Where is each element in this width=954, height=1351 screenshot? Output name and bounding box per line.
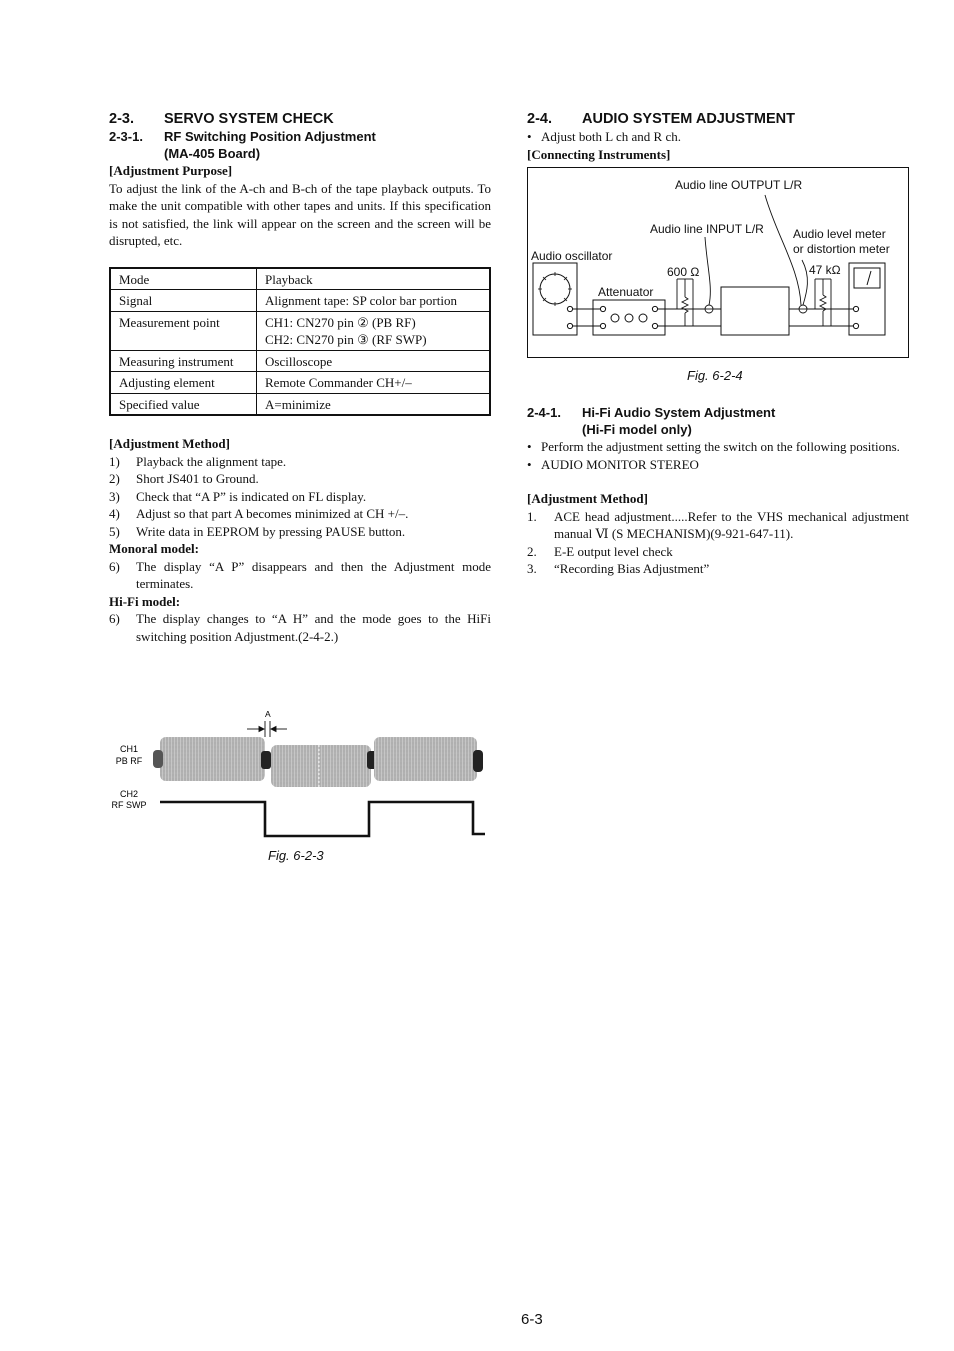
label-600-ohm: 600 Ω [667, 265, 700, 279]
purpose-heading: [Adjustment Purpose] [109, 163, 233, 178]
list-item [527, 128, 909, 146]
method-steps [109, 453, 491, 541]
step-text: The display changes to “A H” and the mode goes to the HiFi switching position Adjustment.(2-4-2.) [136, 611, 491, 644]
step-text: Playback the alignment tape. [136, 453, 287, 469]
label-47k-ohm: 47 kΩ [809, 263, 841, 277]
attenuator-box [593, 300, 665, 335]
figure-caption-6-2-3: Fig. 6-2-3 [268, 848, 324, 863]
spec-value: A=minimize [257, 393, 491, 415]
label-oscillator: Audio oscillator [531, 249, 613, 263]
section-number: 2-4. [527, 111, 552, 127]
spec-value-multi [257, 311, 491, 350]
left-column [109, 110, 491, 645]
label-meter-line2: or distortion meter [793, 242, 890, 256]
step-number: 2) [109, 471, 120, 486]
table-row [110, 268, 490, 290]
section-heading [527, 110, 909, 128]
step-number: 3. [527, 561, 537, 576]
table-row [110, 350, 490, 372]
table-row [110, 290, 490, 312]
bullet-list [527, 438, 909, 473]
label-audio-output: Audio line OUTPUT L/R [675, 178, 803, 192]
purpose-text: To adjust the link of the A-ch and B-ch of the tape playback outputs. To make the unit compatible with other tapes and units. If this specification is not satisfied, the link will appear on the screen and the screen will be disrupted, etc. [109, 180, 491, 248]
spec-key: Adjusting element [110, 372, 257, 394]
subsection-title-line2: (Hi-Fi model only) [582, 422, 692, 437]
step-number: 5) [109, 523, 120, 539]
section-number: 2-3. [109, 111, 134, 127]
meter-box [849, 263, 885, 335]
subsection-title-line1: Hi-Fi Audio System Adjustment [582, 405, 776, 420]
right-column [527, 110, 909, 578]
list-item [109, 505, 491, 523]
spec-value: CH2: CN270 pin ③ (RF SWP) [265, 332, 427, 347]
hifi-steps [109, 610, 491, 645]
bullet-text: Perform the adjustment setting the switch on the following positions. [541, 439, 900, 454]
step-number: 1) [109, 453, 120, 469]
monoral-steps [109, 558, 491, 593]
subsection-title [582, 404, 775, 438]
label-meter-line1: Audio level meter [793, 227, 886, 241]
spec-value: CH1: CN270 pin ② (PB RF) [265, 314, 416, 330]
step-number: 1. [527, 508, 537, 524]
bullet-text: AUDIO MONITOR STEREO [541, 456, 699, 472]
vtr-box [721, 287, 789, 335]
ch1-label-line1: CH1 [119, 744, 139, 754]
figure-caption-6-2-4: Fig. 6-2-4 [687, 368, 743, 383]
step-number: 6) [109, 558, 120, 574]
bullet-dot-icon: • [527, 456, 532, 472]
step-number: 3) [109, 488, 120, 504]
spec-table [109, 267, 491, 417]
table-row [110, 372, 490, 394]
spec-key: Measuring instrument [110, 350, 257, 372]
subsection-title-line2: (MA-405 Board) [164, 146, 261, 161]
spec-value: Alignment tape: SP color bar portion [257, 290, 491, 312]
bullet-list [527, 128, 909, 146]
section-title: AUDIO SYSTEM ADJUSTMENT [582, 111, 795, 127]
hifi-heading: Hi-Fi model: [109, 593, 181, 609]
method-heading: [Adjustment Method] [109, 436, 230, 451]
ch2-label-line1: CH2 [119, 789, 139, 799]
step-number: 2. [527, 543, 537, 559]
list-item [527, 543, 909, 561]
spec-key: Measurement point [110, 311, 257, 350]
step-text: Short JS401 to Ground. [136, 471, 259, 486]
subsection-number: 2-3-1. [109, 129, 143, 144]
table-row [110, 311, 490, 350]
spec-value: Remote Commander CH+/– [257, 372, 491, 394]
list-item [527, 456, 909, 474]
monoral-heading: Monoral model: [109, 541, 199, 556]
list-item [527, 438, 909, 456]
subsection-title [164, 128, 376, 162]
bullet-text: Adjust both L ch and R ch. [541, 129, 681, 144]
section-heading [109, 110, 491, 128]
waveform-figure [105, 705, 495, 855]
page-number: 6-3 [521, 1311, 543, 1328]
spec-value: Oscilloscope [257, 350, 491, 372]
step-text: Write data in EEPROM by pressing PAUSE button. [136, 523, 406, 539]
subsection-heading [527, 404, 909, 438]
list-item [109, 470, 491, 488]
list-item [109, 453, 491, 471]
marker-a-label: A [265, 709, 271, 719]
step-number: 6) [109, 611, 120, 626]
bullet-dot-icon: • [527, 129, 532, 144]
ch2-square-wave [160, 802, 485, 836]
list-item [527, 560, 909, 578]
connecting-heading: [Connecting Instruments] [527, 146, 671, 162]
spec-key: Mode [110, 268, 257, 290]
step-number: 4) [109, 506, 120, 521]
spec-key: Specified value [110, 393, 257, 415]
subsection-heading [109, 128, 491, 162]
method-steps [527, 508, 909, 578]
step-text: Adjust so that part A becomes minimized at CH +/–. [136, 506, 409, 521]
marker-a-arrows [247, 721, 287, 737]
spec-key: Signal [110, 290, 257, 312]
step-text: E-E output level check [554, 543, 673, 559]
subsection-title-line1: RF Switching Position Adjustment [164, 129, 376, 144]
method-heading: [Adjustment Method] [527, 491, 648, 506]
step-text: Check that “A P” is indicated on FL display. [136, 488, 367, 504]
audio-oscillator-box [533, 263, 577, 335]
connection-diagram [527, 167, 909, 359]
label-attenuator: Attenuator [598, 285, 654, 299]
step-text: “Recording Bias Adjustment” [554, 561, 710, 576]
list-item [109, 488, 491, 506]
list-item [109, 558, 491, 593]
step-text: The display “A P” disappears and then the Adjustment mode terminates. [136, 558, 491, 591]
label-audio-input: Audio line INPUT L/R [650, 222, 764, 236]
spec-value: Playback [257, 268, 491, 290]
ch1-label-line2: PB RF [115, 756, 143, 766]
section-title: SERVO SYSTEM CHECK [164, 111, 334, 127]
table-row [110, 393, 490, 415]
ch2-label-line2: RF SWP [111, 800, 147, 810]
step-text: ACE head adjustment.....Refer to the VHS mechanical adjustment manual Ⅵ (S MECHANISM)(9-921-647-11). [554, 508, 909, 541]
bullet-dot-icon: • [527, 439, 532, 454]
list-item [527, 508, 909, 543]
list-item [109, 610, 491, 645]
subsection-number: 2-4-1. [527, 405, 561, 420]
list-item [109, 523, 491, 541]
ch1-envelope [153, 737, 483, 787]
